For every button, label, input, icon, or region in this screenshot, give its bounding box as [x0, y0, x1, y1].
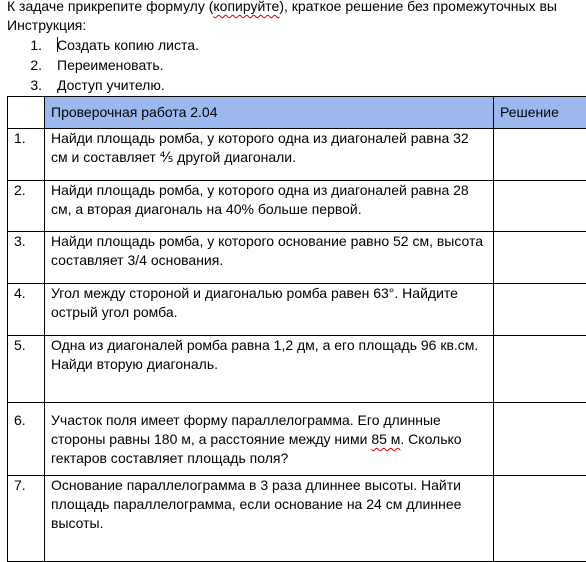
- row-number: 5.: [8, 336, 45, 403]
- table-row: [8, 181, 586, 232]
- table-row: [8, 129, 586, 181]
- instructions-block: [7, 0, 586, 95]
- spellcheck-word: копируйте: [213, 0, 280, 14]
- header-solution-cell[interactable]: Решение: [494, 97, 586, 129]
- task-text[interactable]: Найди площадь ромба, у которого одна из диагоналей равна 32 см и составляет ⅘ другой диагонали.: [45, 129, 494, 181]
- row-number: 1.: [8, 129, 45, 181]
- row-number: 7.: [8, 476, 45, 562]
- instruction-step: 3. Доступ учителю.: [30, 77, 165, 93]
- instruction-step: 2. Переименовать.: [30, 57, 164, 73]
- solution-cell[interactable]: [494, 232, 586, 284]
- task-text[interactable]: Основание параллелограмма в 3 раза длиннее высоты. Найти площадь параллелограмма, если основание на 24 см длиннее высоты.: [45, 476, 494, 562]
- worksheet-table: [7, 96, 586, 562]
- table-row: [8, 336, 586, 403]
- table-row: [8, 232, 586, 284]
- instruction-step: 1. Создать копию листа.: [30, 37, 199, 53]
- row-number: 3.: [8, 232, 45, 284]
- task-text[interactable]: Участок поля имеет форму параллелограмма. Его длинные стороны равны 180 м, а расстояние между ними 85 м. Сколько гектаров составляет площадь поля?: [45, 403, 494, 476]
- instruction-step-text[interactable]: Переименовать.: [57, 57, 164, 73]
- header-title-cell[interactable]: Проверочная работа 2.04: [45, 97, 494, 129]
- instruction-steps: [7, 35, 586, 95]
- table-header-row: [8, 97, 586, 129]
- row-number: 2.: [8, 181, 45, 232]
- solution-cell[interactable]: [494, 336, 586, 403]
- task-text[interactable]: Одна из диагоналей ромба равна 1,2 дм, а его площадь 96 кв.см. Найди вторую диагональ.: [45, 336, 494, 403]
- instruction-title: Инструкция:: [7, 17, 87, 33]
- instruction-step-text[interactable]: Доступ учителю.: [57, 77, 165, 93]
- instruction-step-text[interactable]: Создать копию листа.: [57, 37, 199, 53]
- task-text[interactable]: Угол между стороной и диагональю ромба равен 63°. Найдите острый угол ромба.: [45, 284, 494, 336]
- solution-cell[interactable]: [494, 181, 586, 232]
- row-number: 6.: [8, 403, 45, 476]
- solution-cell[interactable]: [494, 284, 586, 336]
- solution-cell[interactable]: [494, 129, 586, 181]
- solution-cell[interactable]: [494, 476, 586, 562]
- spellcheck-word: 85 м: [371, 431, 401, 447]
- table-row: [8, 476, 586, 562]
- header-number-cell[interactable]: [8, 97, 45, 129]
- row-number: 4.: [8, 284, 45, 336]
- table-row: [8, 284, 586, 336]
- solution-cell[interactable]: [494, 403, 586, 476]
- assignment-note: К задаче прикрепите формулу (копируйте), краткое решение без промежуточных вы: [7, 0, 557, 14]
- task-text[interactable]: Найди площадь ромба, у которого одна из диагоналей равна 28 см, а вторая диагональ на 40% больше первой.: [45, 181, 494, 232]
- task-text[interactable]: Найди площадь ромба, у которого основание равно 52 см, высота составляет 3/4 основания.: [45, 232, 494, 284]
- table-row: [8, 403, 586, 476]
